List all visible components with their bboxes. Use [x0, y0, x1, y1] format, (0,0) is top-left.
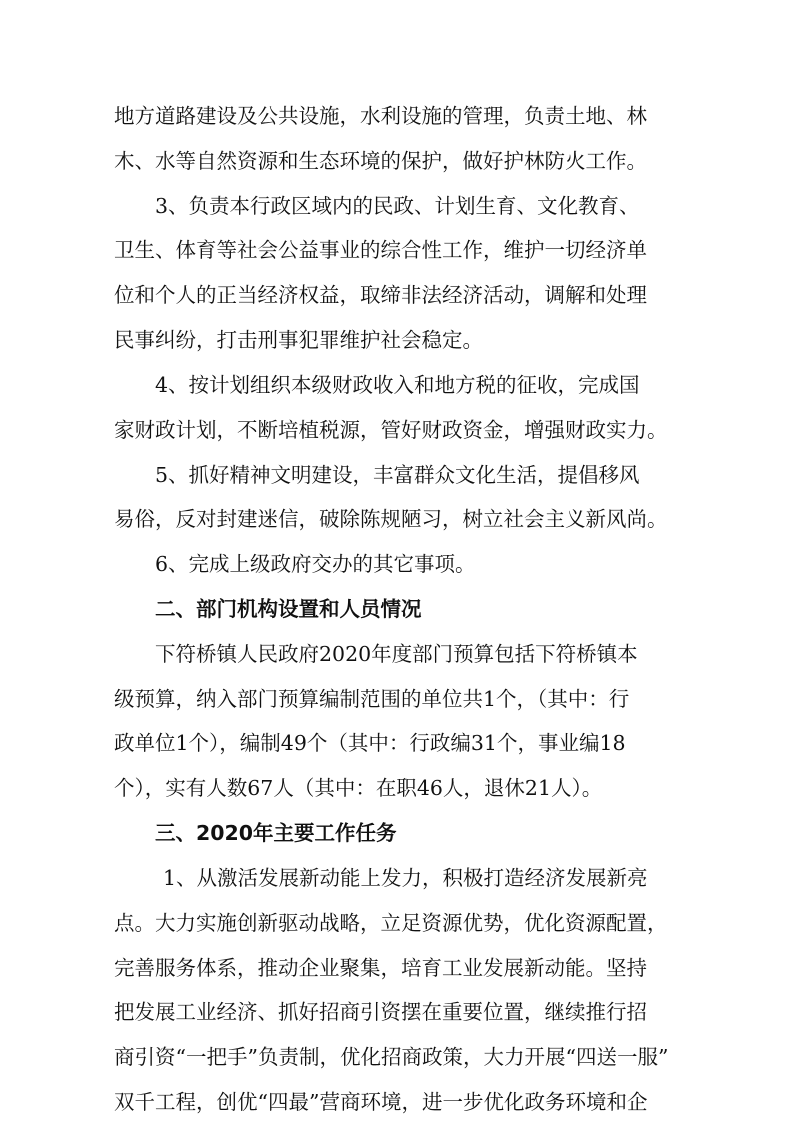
paragraph-line: 下符桥镇人民政府2020年度部门预算包括下符桥镇本: [155, 642, 638, 666]
paragraph-line: 3、负责本行政区域内的民政、计划生育、文化教育、: [155, 194, 640, 218]
paragraph-line: 完善服务体系，推动企业聚集，培育工业发展新动能。坚持: [114, 956, 647, 980]
section-heading: 二、部门机构设置和人员情况: [155, 597, 422, 621]
paragraph-line: 易俗，反对封建迷信，破除陈规陋习，树立社会主义新风尚。: [114, 507, 668, 531]
paragraph-line: 级预算，纳入部门预算编制范围的单位共1个，（其中：行: [114, 687, 630, 711]
paragraph-line: 木、水等自然资源和生态环境的保护，做好护林防火工作。: [114, 149, 647, 173]
paragraph-line: 点。大力实施创新驱动战略，立足资源优势，优化资源配置，: [114, 911, 668, 935]
paragraph-line: 个），实有人数67人（其中：在职46人，退休21人）。: [114, 776, 603, 800]
paragraph-line: 商引资“一把手”负责制，优化招商政策，大力开展“四送一服”: [114, 1045, 669, 1069]
paragraph-line: 卫生、体育等社会公益事业的综合性工作，维护一切经济单: [114, 238, 647, 262]
paragraph-line: 5、抓好精神文明建设，丰富群众文化生活，提倡移风: [155, 463, 640, 487]
paragraph-line: 4、按计划组织本级财政收入和地方税的征收，完成国: [155, 373, 640, 397]
paragraph-line: 1、从激活发展新动能上发力，积极打造经济发展新亮: [163, 866, 648, 890]
paragraph-line: 民事纠纷，打击刑事犯罪维护社会稳定。: [114, 328, 483, 352]
paragraph-line: 家财政计划，不断培植税源，管好财政资金，增强财政实力。: [114, 418, 668, 442]
paragraph-line: 政单位1个），编制49个（其中：行政编31个，事业编18: [114, 731, 626, 755]
paragraph-line: 双千工程，创优“四最”营商环境，进一步优化政务环境和企: [114, 1090, 648, 1114]
paragraph-line: 6、完成上级政府交办的其它事项。: [155, 552, 476, 576]
paragraph-line: 地方道路建设及公共设施，水利设施的管理，负责土地、林: [114, 104, 647, 128]
paragraph-line: 位和个人的正当经济权益，取缔非法经济活动，调解和处理: [114, 283, 647, 307]
section-heading: 三、2020年主要工作任务: [155, 821, 397, 845]
paragraph-line: 把发展工业经济、抓好招商引资摆在重要位置，继续推行招: [114, 1000, 647, 1024]
